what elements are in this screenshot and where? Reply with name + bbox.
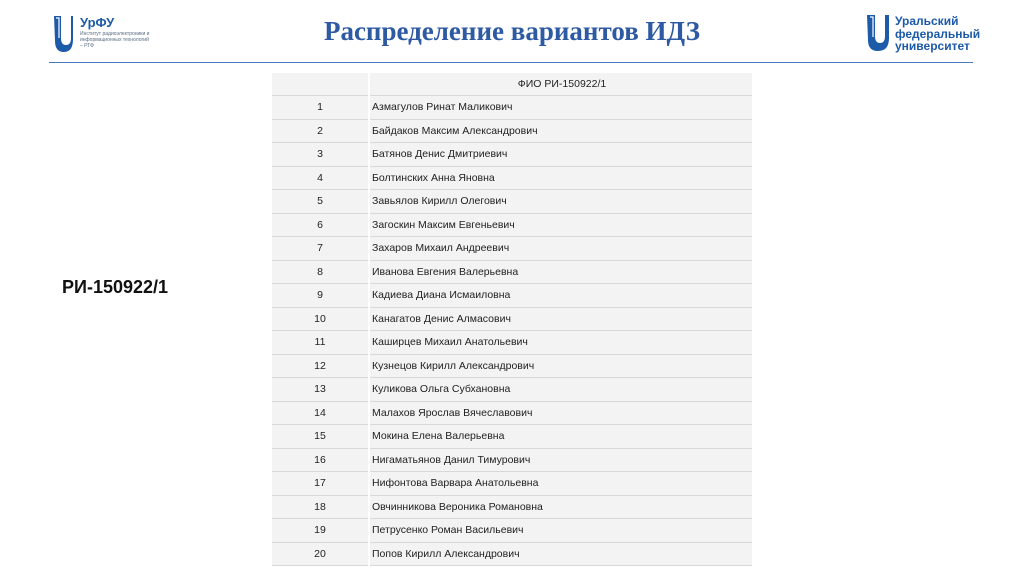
university-name-line2: федеральный bbox=[895, 26, 981, 41]
student-name: Нигаматьянов Данил Тимурович bbox=[369, 448, 752, 472]
row-number: 13 bbox=[272, 378, 369, 402]
urfu-logo-icon bbox=[866, 14, 890, 52]
row-number: 3 bbox=[272, 143, 369, 167]
student-name: Байдаков Максим Александрович bbox=[369, 119, 752, 143]
student-name: Каширцев Михаил Анатольевич bbox=[369, 331, 752, 355]
student-name: Кузнецов Кирилл Александрович bbox=[369, 354, 752, 378]
row-number: 17 bbox=[272, 472, 369, 496]
student-name: Попов Кирилл Александрович bbox=[369, 542, 752, 566]
table-row bbox=[272, 495, 752, 519]
table-row bbox=[272, 472, 752, 496]
header-divider bbox=[49, 62, 973, 63]
student-name: Азмагулов Ринат Маликович bbox=[369, 96, 752, 120]
row-number: 4 bbox=[272, 166, 369, 190]
institute-name: Институт радиоэлектроники и информационных технологий – РТФ bbox=[80, 31, 150, 49]
table-row bbox=[272, 307, 752, 331]
urfu-brand-text: УрФУ bbox=[80, 15, 115, 30]
table-row bbox=[272, 260, 752, 284]
university-name-line1: Уральский bbox=[895, 14, 959, 28]
student-name: Овчинникова Вероника Романовна bbox=[369, 495, 752, 519]
row-number: 18 bbox=[272, 495, 369, 519]
table-row bbox=[272, 425, 752, 449]
row-number: 8 bbox=[272, 260, 369, 284]
student-name: Нифонтова Варвара Анатольевна bbox=[369, 472, 752, 496]
student-name: Петрусенко Роман Васильевич bbox=[369, 519, 752, 543]
table-row bbox=[272, 331, 752, 355]
table-row bbox=[272, 166, 752, 190]
urfu-logo bbox=[866, 14, 986, 54]
table-row bbox=[272, 519, 752, 543]
student-name: Иванова Евгения Валерьевна bbox=[369, 260, 752, 284]
row-number: 10 bbox=[272, 307, 369, 331]
student-name: Куликова Ольга Субхановна bbox=[369, 378, 752, 402]
student-name: Канагатов Денис Алмасович bbox=[369, 307, 752, 331]
row-number: 7 bbox=[272, 237, 369, 261]
row-number: 2 bbox=[272, 119, 369, 143]
table-row bbox=[272, 119, 752, 143]
group-label: РИ-150922/1 bbox=[62, 277, 169, 297]
table-row bbox=[272, 237, 752, 261]
table-row bbox=[272, 378, 752, 402]
row-number: 5 bbox=[272, 190, 369, 214]
table-row bbox=[272, 143, 752, 167]
table-row bbox=[272, 401, 752, 425]
header-name-cell: ФИО РИ-150922/1 bbox=[369, 73, 752, 96]
row-number: 9 bbox=[272, 284, 369, 308]
student-name: Захаров Михаил Андреевич bbox=[369, 237, 752, 261]
table-row bbox=[272, 354, 752, 378]
table-row bbox=[272, 190, 752, 214]
row-number: 6 bbox=[272, 213, 369, 237]
header-number-cell bbox=[272, 73, 369, 96]
row-number: 15 bbox=[272, 425, 369, 449]
row-number: 12 bbox=[272, 354, 369, 378]
row-number: 16 bbox=[272, 448, 369, 472]
student-name: Малахов Ярослав Вячеславович bbox=[369, 401, 752, 425]
student-name: Кадиева Диана Исмаиловна bbox=[369, 284, 752, 308]
student-name: Загоскин Максим Евгеньевич bbox=[369, 213, 752, 237]
page-title: Распределение вариантов ИДЗ bbox=[323, 16, 701, 46]
university-name-line3: университет bbox=[895, 39, 970, 53]
university-name bbox=[895, 15, 980, 53]
row-number: 14 bbox=[272, 401, 369, 425]
table-row bbox=[272, 542, 752, 566]
row-number: 1 bbox=[272, 96, 369, 120]
student-name: Болтинских Анна Яновна bbox=[369, 166, 752, 190]
student-name: Мокина Елена Валерьевна bbox=[369, 425, 752, 449]
row-number: 19 bbox=[272, 519, 369, 543]
table-row bbox=[272, 448, 752, 472]
row-number: 11 bbox=[272, 331, 369, 355]
table-header-row bbox=[272, 73, 752, 96]
row-number: 20 bbox=[272, 542, 369, 566]
table-row bbox=[272, 284, 752, 308]
table-row bbox=[272, 213, 752, 237]
student-table bbox=[272, 73, 752, 566]
table-row bbox=[272, 96, 752, 120]
student-name: Батянов Денис Дмитриевич bbox=[369, 143, 752, 167]
student-name: Завьялов Кирилл Олегович bbox=[369, 190, 752, 214]
